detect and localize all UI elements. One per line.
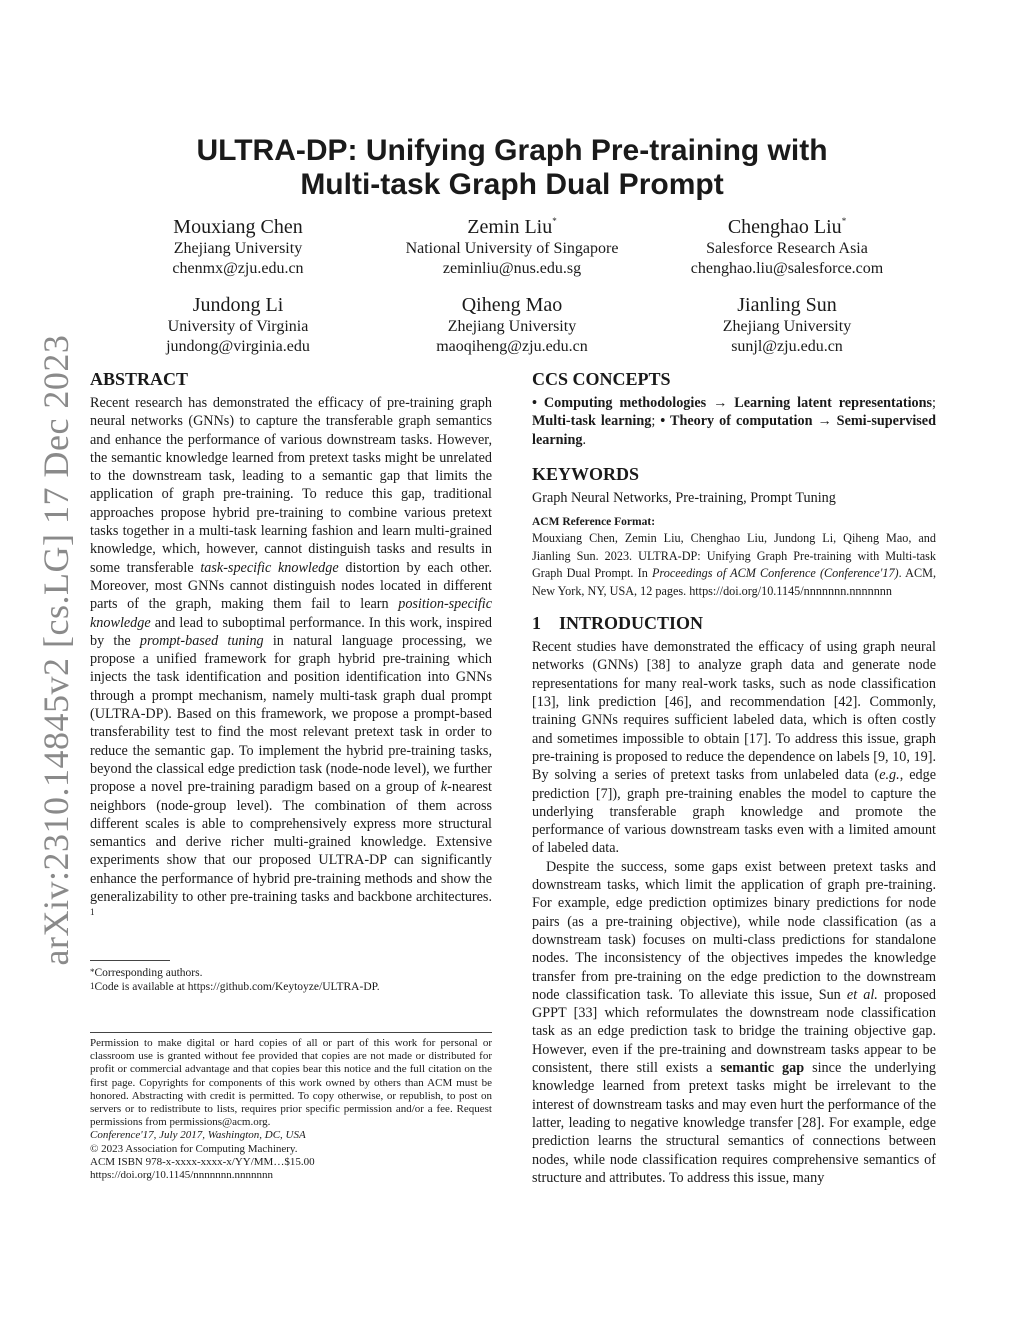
author-affiliation: Zhejiang University <box>722 318 852 335</box>
ccs-text: • Computing methodologies → Learning latent representations; Multi-task learning; • Theory of computation → Semi-supervised learning. <box>532 395 936 448</box>
author-email: zeminliu@nus.edu.sg <box>442 260 582 277</box>
abstract-heading: ABSTRACT <box>90 369 189 389</box>
permission-rule <box>90 1032 492 1033</box>
author-name: Jianling Sun <box>737 294 837 316</box>
intro-paragraph-1: Recent studies have demonstrated the efficacy of using graph neural networks (GNNs) [38] to analyze graph data and generate node representations for many real-work tasks, such as node classification [13], link prediction [46], and recommendation [42]. Commonly, training GNNs requires sufficient labeled data, which is often costly and sometimes impossible to obtain [17]. To address this issue, graph pre-training is proposed to reduce the dependence on labels [9, 10, 19]. By solving a series of pretext tasks from unlabeled data (e.g., edge prediction [7]), graph pre-training enables the model to capture the underlying transferable graph knowledge and promote the performance of various downstream tasks even with a limited amount of labeled data. <box>532 639 936 857</box>
author-name: Chenghao Liu* <box>727 216 847 238</box>
ccs-heading: CCS CONCEPTS <box>532 369 671 389</box>
author-block <box>88 293 388 357</box>
footnote-rule <box>90 960 170 961</box>
intro-heading: 1 INTRODUCTION <box>532 613 704 634</box>
keywords-text: Graph Neural Networks, Pre-training, Prompt Tuning <box>532 489 836 506</box>
author-email: jundong@virginia.edu <box>166 338 310 355</box>
paper-title <box>90 134 934 202</box>
keywords-heading: KEYWORDS <box>532 463 640 484</box>
author-block <box>362 293 662 357</box>
acm-ref-text: Mouxiang Chen, Zemin Liu, Chenghao Liu, Jundong Li, Qiheng Mao, and Jianling Sun. 2023. ULTRA-DP: Unifying Graph Pre-training with Multi-task Graph Dual Prompt. In Proceedings of ACM Conference (Conference'17). ACM, New York, NY, USA, 12 pages. https://doi.org/10.1145/nnnnnnn.nnnnnnn <box>532 531 936 598</box>
permission-block <box>90 1037 492 1182</box>
doi-line: https://doi.org/10.1145/nnnnnnn.nnnnnnn <box>90 1169 274 1182</box>
title-line-2: Multi-task Graph Dual Prompt <box>300 168 724 201</box>
acm-ref-heading: ACM Reference Format: <box>532 516 656 529</box>
arxiv-id: arXiv:2310.14845v2 [cs.LG] 17 Dec 2023 <box>36 334 76 966</box>
intro-paragraph-2: Despite the success, some gaps exist between pretext tasks and downstream tasks, which limit the application of graph pre-training. For example, edge prediction optimizes binary predictions for node pairs (as a pre-training objective), while node classification (as a downstream task) focuses on multi-class predictions for standalone nodes. The inconsistency of the objectives impedes the knowledge transfer from pre-training on the edge prediction to the downstream node classification task. To alleviate this issue, Sun et al. proposed GPPT [33] which reformulates the downstream node classification task as an edge prediction task to bridge the training objective gap. However, even if the pre-training and downstream tasks appear to be consistent, there still exists a semantic gap since the underlying knowledge learned from pretext tasks might be irrelevant to the interest of downstream tasks and may even hurt the performance of the latter, leading to negative knowledge transfer [28]. For example, edge prediction learns the structural semantics of connections between nodes, while node classification requires comprehensive semantics of structure and attributes. To address this issue, many <box>532 858 937 1186</box>
author-email: chenghao.liu@salesforce.com <box>690 260 884 277</box>
author-email: sunjl@zju.edu.cn <box>731 338 843 355</box>
author-name: Zemin Liu* <box>467 216 557 238</box>
author-block <box>88 215 388 279</box>
copyright-line: © 2023 Association for Computing Machinery. <box>90 1142 298 1155</box>
author-name: Jundong Li <box>192 294 284 316</box>
permission-text: Permission to make digital or hard copies of all or part of this work for personal or classroom use is granted without fee provided that copies are not made or distributed for profit or commercial advantage and that copies bear this notice and the full citation on the first page. Copyrights for components of this work owned by others than ACM must be honored. Abstracting with credit is permitted. To copy otherwise, or republish, to post on servers or to redistribute to lists, requires prior specific permission and/or a fee. Request permissions from permissions@acm.org. <box>90 1037 492 1129</box>
isbn-line: ACM ISBN 978-x-xxxx-xxxx-x/YY/MM…$15.00 <box>90 1155 315 1168</box>
author-block <box>637 215 937 279</box>
author-email: maoqiheng@zju.edu.cn <box>436 338 588 355</box>
right-column <box>532 368 936 1187</box>
abstract-text: Recent research has demonstrated the efficacy of pre-training graph neural networks (GNNs) to capture the transferable graph semantics and enhance the performance of various downstream tasks. However, the semantic knowledge learned from pretext tasks might be unrelated to the downstream task, leading to a semantic gap that limits the application of graph pre-training. To reduce this gap, traditional approaches propose hybrid pre-training to combine various pretext tasks together in a multi-task learning fashion and learn multi-grained knowledge, which, however, cannot distinguish tasks and results in some transferable task-specific knowledge distortion by each other. Moreover, most GNNs cannot distinguish nodes located in different parts of the graph, making them fail to learn position-specific knowledge and lead to suboptimal performance. In this work, inspired by the prompt-based tuning in natural language processing, we propose a unified framework for graph hybrid pre-training which injects the task identification and position identification into GNNs through a prompt mechanism, namely multi-task graph dual prompt (ULTRA-DP). Based on this framework, we propose a prompt-based transferability test to find the most relevant pretext task in order to reduce the semantic gap. To implement the hybrid pre-training tasks, beyond the classical edge prediction task (node-node level), we further propose a novel pre-training paradigm based on a group of k-nearest neighbors (node-group level). The combination of them across different scales is able to comprehensively express more structural semantics and derive richer multi-grained knowledge. Extensive experiments show that our proposed ULTRA-DP can significantly enhance the performance of hybrid pre-training methods and show the generalizability to other pre-training tasks and backbone architectures. $^1$ <box>90 395 493 918</box>
conference-line: Conference'17, July 2017, Washington, DC, USA <box>90 1129 306 1142</box>
title-line-1: ULTRA-DP: Unifying Graph Pre-training with <box>196 134 828 167</box>
footnote-code: $^1$Code is available at https://github.com/Keytoyze/ULTRA-DP. <box>90 981 380 993</box>
author-affiliation: National University of Singapore <box>405 240 619 257</box>
author-email: chenmx@zju.edu.cn <box>172 260 304 277</box>
author-affiliation: Salesforce Research Asia <box>706 240 868 257</box>
footnote-corresponding: *Corresponding authors. <box>90 967 203 979</box>
author-name: Qiheng Mao <box>461 294 563 316</box>
author-affiliation: Zhejiang University <box>447 318 577 335</box>
author-block <box>362 215 662 279</box>
author-affiliation: Zhejiang University <box>173 240 303 257</box>
author-name: Mouxiang Chen <box>173 216 303 238</box>
author-block <box>637 293 937 357</box>
abstract-section <box>90 368 492 925</box>
footnotes <box>90 966 492 994</box>
author-affiliation: University of Virginia <box>167 318 309 335</box>
